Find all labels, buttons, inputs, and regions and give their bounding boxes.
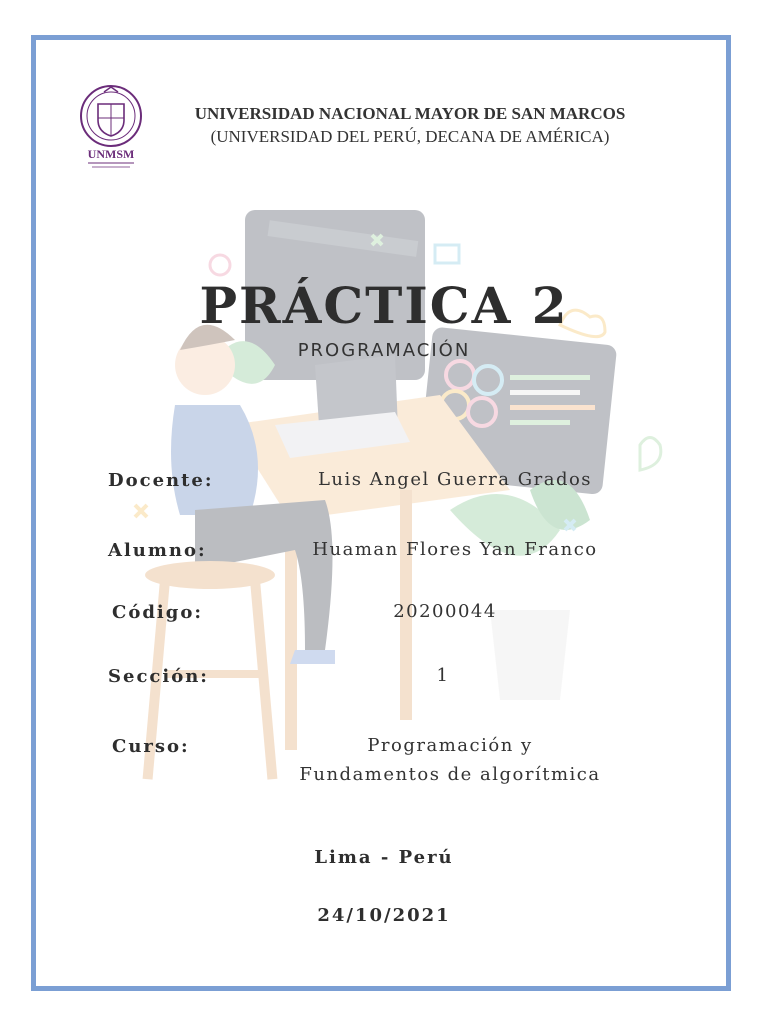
plant-pot bbox=[490, 610, 570, 700]
codigo-label: Código: bbox=[112, 602, 203, 623]
curso-value-line1: Programación y bbox=[367, 735, 533, 756]
document-subtitle: PROGRAMACIÓN bbox=[297, 340, 471, 361]
docente-value: Luis Angel Guerra Grados bbox=[317, 469, 593, 490]
docente-label: Docente: bbox=[108, 470, 214, 491]
document-title: PRÁCTICA 2 bbox=[199, 276, 569, 335]
logo-text: UNMSM bbox=[87, 147, 135, 161]
seccion-value: 1 bbox=[436, 665, 450, 686]
university-subtitle: (UNIVERSIDAD DEL PERÚ, DECANA DE AMÉRICA) bbox=[210, 127, 610, 146]
alumno-label: Alumno: bbox=[108, 540, 207, 561]
university-crest-icon bbox=[78, 82, 144, 170]
codigo-value: 20200044 bbox=[393, 601, 497, 622]
seccion-label: Sección: bbox=[108, 666, 209, 687]
place: Lima - Perú bbox=[314, 847, 454, 868]
date: 24/10/2021 bbox=[317, 905, 451, 926]
alumno-value: Huaman Flores Yan Franco bbox=[312, 539, 598, 560]
curso-label: Curso: bbox=[112, 736, 190, 757]
university-name: UNIVERSIDAD NACIONAL MAYOR DE SAN MARCOS bbox=[194, 104, 626, 123]
curso-value-line2: Fundamentos de algorítmica bbox=[299, 764, 601, 785]
